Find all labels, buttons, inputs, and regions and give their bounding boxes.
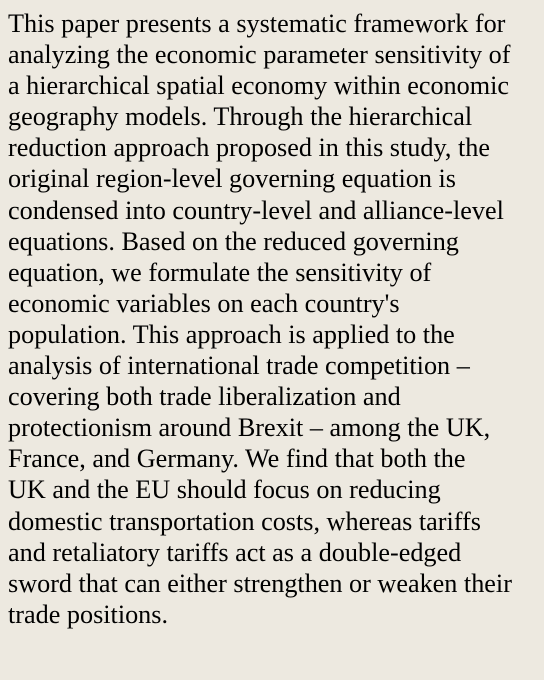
abstract-line: original region-level governing equation is	[8, 164, 456, 194]
abstract-line: equations. Based on the reduced governing	[8, 226, 459, 256]
abstract-line: analysis of international trade competition –	[8, 351, 470, 381]
abstract-line: condensed into country-level and alliance-level	[8, 195, 504, 225]
abstract-line: population. This approach is applied to the	[8, 319, 455, 349]
abstract-line: reduction approach proposed in this study, the	[8, 133, 490, 163]
abstract-line: analyzing the economic parameter sensitivity of	[8, 40, 511, 70]
abstract-line: domestic transportation costs, whereas tariffs	[8, 506, 481, 536]
abstract-line: UK and the EU should focus on reducing	[8, 475, 441, 505]
abstract-line: trade positions.	[8, 599, 169, 629]
abstract-line: and retaliatory tariffs act as a double-edged	[8, 537, 462, 567]
abstract-line: equation, we formulate the sensitivity of	[8, 257, 432, 287]
abstract-line: This paper presents a systematic framework for	[8, 9, 506, 38]
abstract-line: geography models. Through the hierarchical	[8, 102, 473, 132]
abstract-line: France, and Germany. We find that both the	[8, 444, 466, 474]
abstract-line: covering both trade liberalization and	[8, 382, 401, 412]
abstract-line: economic variables on each country's	[8, 288, 400, 318]
abstract-line: a hierarchical spatial economy within economic	[8, 71, 510, 101]
abstract-line: protectionism around Brexit – among the UK,	[8, 413, 491, 443]
abstract-text-block	[8, 8, 538, 630]
abstract-line: sword that can either strengthen or weaken their	[8, 568, 512, 598]
